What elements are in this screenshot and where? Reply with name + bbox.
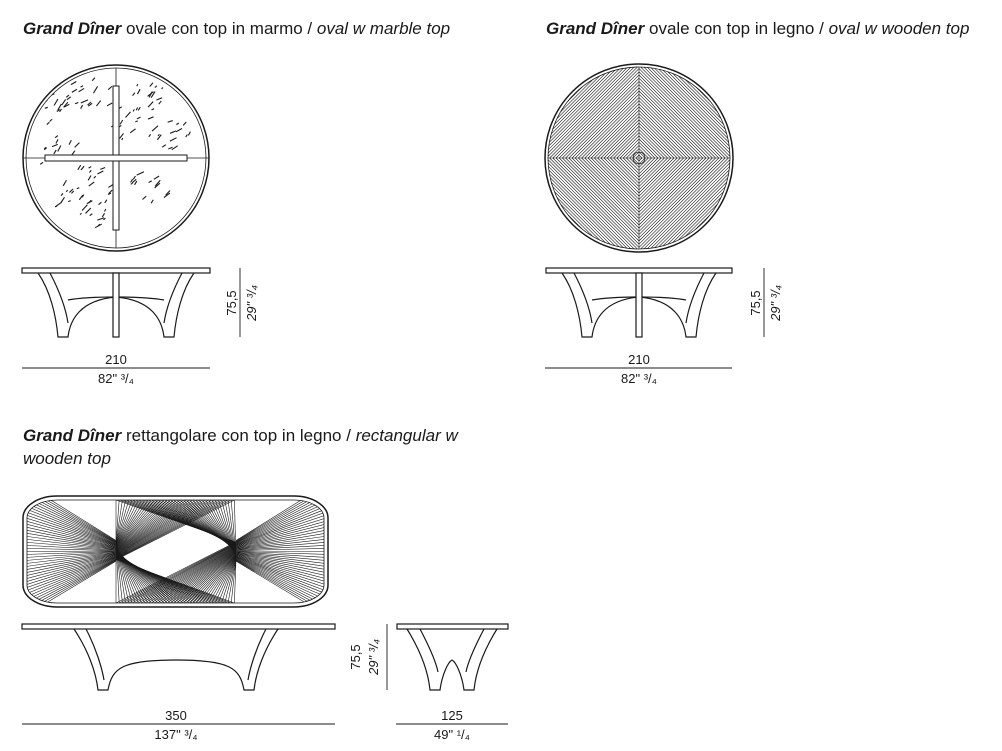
width-in-label: 137" ³/₄ (154, 727, 198, 742)
wood-rect-end-view (397, 624, 508, 690)
separator: / (346, 426, 351, 445)
desc-english: oval w marble top (316, 19, 451, 38)
wood-rect-side-view (22, 624, 335, 690)
marble-table-top-view (23, 65, 209, 251)
desc-english: oval w wooden top (828, 19, 970, 38)
separator: / (307, 19, 313, 38)
height-cm-label: 75,5 (748, 290, 763, 316)
width-cm-label: 210 (105, 352, 127, 367)
product-name: Grand Dîner (546, 19, 645, 38)
wood-round-table-side-view (546, 268, 732, 337)
product-name: Grand Dîner (23, 19, 122, 38)
depth-cm-label: 125 (441, 708, 463, 723)
width-cm-label: 350 (165, 708, 187, 723)
desc-italian: ovale con top in marmo (125, 19, 303, 38)
height-cm-label: 75,5 (224, 290, 239, 316)
wood-round-top-view (511, 30, 767, 286)
depth-in-label: 49" ¹/₄ (434, 727, 470, 742)
height-in-label: 29" ³/₄ (768, 285, 783, 321)
desc-italian: rettangolare con top in legno (125, 426, 342, 445)
height-in-label: 29" ³/₄ (244, 285, 259, 321)
height-cm-label: 75,5 (348, 644, 363, 670)
wood-rect-top-view (20, 481, 332, 619)
desc-italian: ovale con top in legno (648, 19, 815, 38)
desc-english: rectangular w wooden top (23, 426, 458, 468)
width-in-label: 82" ³/₄ (621, 371, 657, 386)
height-in-label: 29" ³/₄ (366, 639, 381, 675)
width-in-label: 82" ³/₄ (98, 371, 134, 386)
separator: / (819, 19, 824, 38)
product-name: Grand Dîner (23, 426, 122, 445)
width-cm-label: 210 (628, 352, 650, 367)
marble-table-side-view (22, 268, 210, 337)
